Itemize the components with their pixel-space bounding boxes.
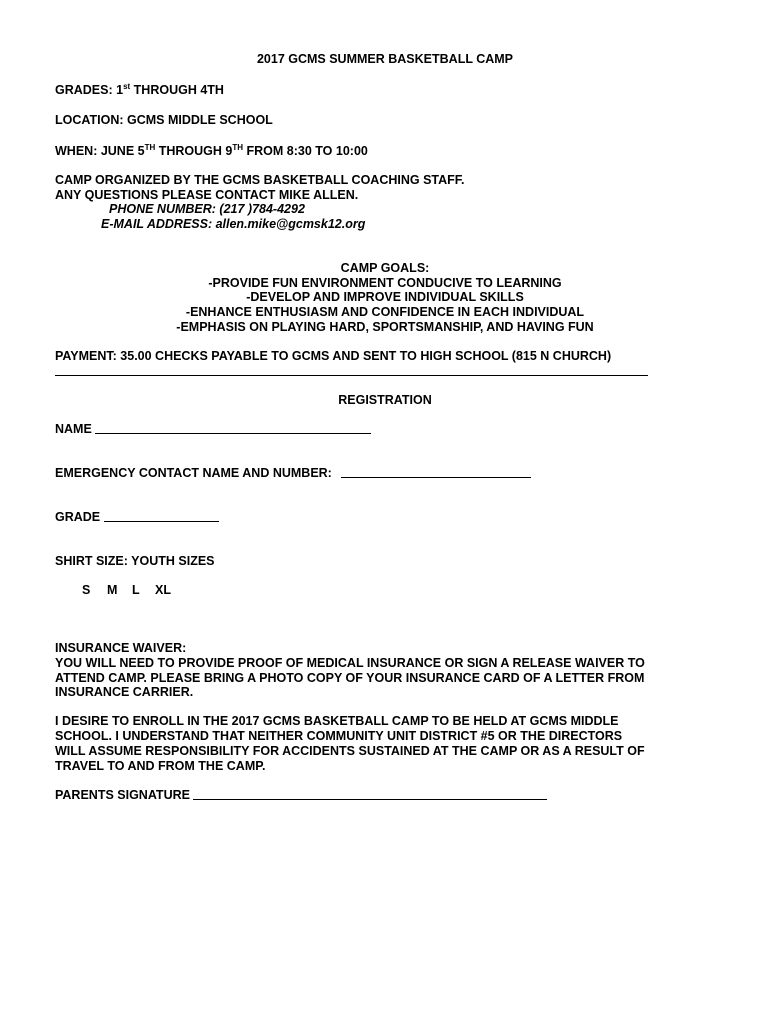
signature-label: PARENTS SIGNATURE — [55, 788, 190, 802]
grades-prefix: GRADES: 1 — [55, 83, 124, 97]
name-field[interactable] — [95, 422, 371, 434]
document-title: 2017 GCMS SUMMER BASKETBALL CAMP — [256, 52, 514, 66]
location-line: LOCATION: GCMS MIDDLE SCHOOL — [55, 113, 273, 127]
grades-sup: st — [123, 82, 131, 91]
questions-line: ANY QUESTIONS PLEASE CONTACT MIKE ALLEN. — [55, 188, 359, 202]
enroll-text-line: I DESIRE TO ENROLL IN THE 2017 GCMS BASKETBALL CAMP TO BE HELD AT GCMS MIDDLE — [55, 714, 619, 728]
section-divider — [55, 375, 648, 376]
payment-line: PAYMENT: 35.00 CHECKS PAYABLE TO GCMS AND SENT TO HIGH SCHOOL (815 N CHURCH) — [55, 349, 612, 363]
insurance-text-line: ATTEND CAMP. PLEASE BRING A PHOTO COPY OF YOUR INSURANCE CARD OF A LETTER FROM — [55, 671, 645, 685]
goal-item: -ENHANCE ENTHUSIASM AND CONFIDENCE IN EACH INDIVIDUAL — [185, 305, 585, 319]
name-label: NAME — [55, 422, 92, 436]
enroll-text-line: SCHOOL. I UNDERSTAND THAT NEITHER COMMUNITY UNIT DISTRICT #5 OR THE DIRECTORS — [55, 729, 623, 743]
goal-item: -PROVIDE FUN ENVIRONMENT CONDUCIVE TO LEARNING — [208, 276, 562, 290]
grades-suffix: THROUGH 4TH — [130, 83, 224, 97]
enroll-text-line: WILL ASSUME RESPONSIBILITY FOR ACCIDENTS SUSTAINED AT THE CAMP OR AS A RESULT OF — [55, 744, 645, 758]
size-option-m[interactable]: M — [107, 583, 118, 597]
when-line — [55, 144, 368, 159]
when-sup-2: TH — [232, 143, 244, 152]
signature-field[interactable] — [193, 788, 547, 800]
insurance-text-line: YOU WILL NEED TO PROVIDE PROOF OF MEDICAL INSURANCE OR SIGN A RELEASE WAIVER TO — [55, 656, 645, 670]
insurance-heading: INSURANCE WAIVER: — [55, 641, 187, 655]
emergency-label: EMERGENCY CONTACT NAME AND NUMBER: — [55, 466, 332, 480]
organized-line: CAMP ORGANIZED BY THE GCMS BASKETBALL COACHING STAFF. — [55, 173, 465, 187]
grade-row — [55, 510, 219, 525]
emergency-contact-field[interactable] — [341, 466, 531, 478]
grade-field[interactable] — [104, 510, 219, 522]
size-option-l[interactable]: L — [132, 583, 140, 597]
shirt-size-label: SHIRT SIZE: YOUTH SIZES — [55, 554, 215, 568]
shirt-size-options — [82, 583, 171, 598]
signature-row — [55, 788, 547, 803]
insurance-text-line: INSURANCE CARRIER. — [55, 685, 194, 699]
goal-item: -EMPHASIS ON PLAYING HARD, SPORTSMANSHIP, AND HAVING FUN — [176, 320, 594, 334]
emergency-row — [55, 466, 531, 481]
registration-heading: REGISTRATION — [338, 393, 432, 407]
name-row — [55, 422, 371, 437]
when-part-2: THROUGH 9 — [155, 144, 233, 158]
size-option-s[interactable]: S — [82, 583, 91, 597]
enroll-text-line: TRAVEL TO AND FROM THE CAMP. — [55, 759, 266, 773]
grade-label: GRADE — [55, 510, 101, 524]
email-address: E-MAIL ADDRESS: allen.mike@gcmsk12.org — [101, 217, 366, 231]
size-option-xl[interactable]: XL — [155, 583, 171, 597]
grades-line — [55, 83, 224, 98]
when-part-1: WHEN: JUNE 5 — [55, 144, 145, 158]
phone-number: PHONE NUMBER: (217 )784-4292 — [109, 202, 305, 216]
when-part-3: FROM 8:30 TO 10:00 — [243, 144, 368, 158]
goal-item: -DEVELOP AND IMPROVE INDIVIDUAL SKILLS — [246, 290, 524, 304]
when-sup-1: TH — [144, 143, 156, 152]
goals-heading: CAMP GOALS: — [340, 261, 430, 275]
